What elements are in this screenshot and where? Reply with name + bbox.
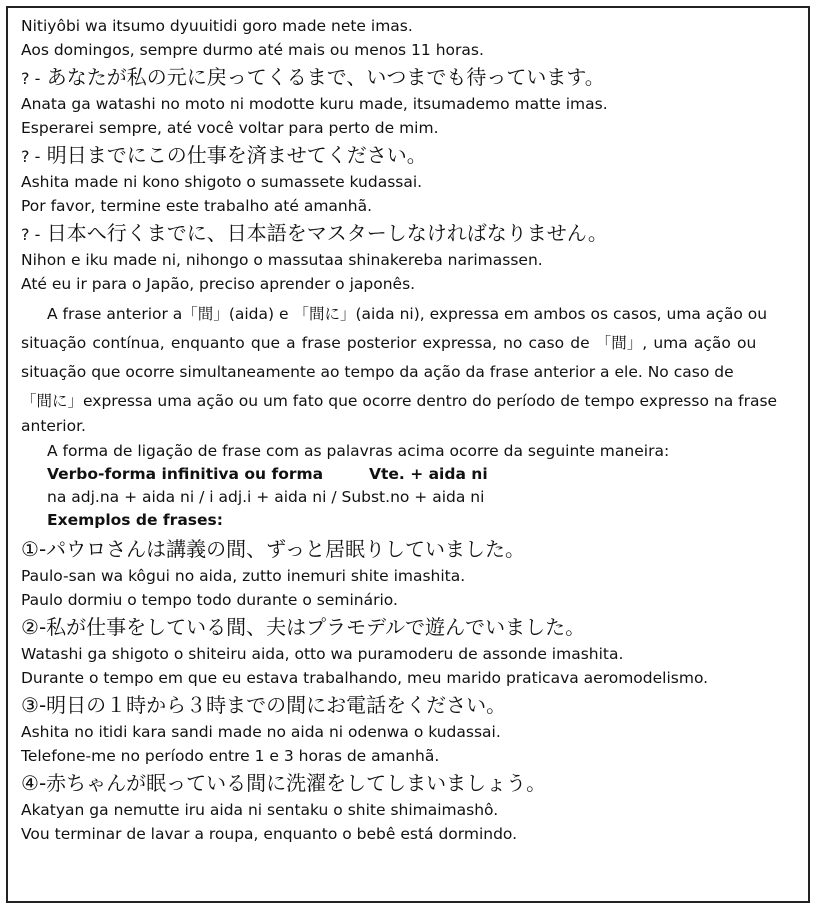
kanji-term: 「間」: [595, 334, 643, 352]
example-japanese-text: -私が仕事をしている間、夫はプラモデルで遊んでいました。: [38, 615, 586, 639]
explanation-line: [21, 387, 801, 416]
formation-rule-heading: [21, 463, 801, 486]
example-number: ④: [21, 771, 39, 795]
example-a2-translation: Por favor, termine este trabalho até amanhã.: [21, 197, 373, 215]
kanji-term: 「間に」: [293, 305, 356, 323]
explanation-text: expressa uma ação ou um fato que ocorre dentro do período de tempo expresso na frase: [83, 392, 778, 410]
formation-col2: Vte. + aida ni: [369, 465, 488, 483]
example-number: ③: [21, 693, 39, 717]
example-japanese-text: -明日の１時から３時までの間にお電話をください。: [38, 693, 507, 717]
example-number: ①: [21, 537, 39, 561]
formation-col1: Verbo-forma infinitiva ou forma: [47, 465, 324, 483]
example-a2-romaji: Ashita made ni kono shigoto o sumassete kudassai.: [21, 173, 423, 191]
example-a1-japanese: [21, 62, 801, 92]
kanji-term: 「間に」: [21, 392, 84, 410]
example-marker: ? -: [21, 225, 41, 244]
explanation-line: situação que ocorre simultaneamente ao tempo da ação da frase anterior a ele. No caso de: [21, 363, 734, 381]
explanation-text: (aida ni), expressa em ambos os casos, uma ação ou: [355, 305, 768, 323]
explanation-paragraph: [21, 300, 801, 440]
explanation-line: [21, 329, 801, 358]
example-b2-japanese: [21, 612, 801, 642]
intro-translation: Aos domingos, sempre durmo até mais ou menos 11 horas.: [21, 41, 484, 59]
example-b4-japanese: [21, 768, 801, 798]
explanation-text: situação contínua, enquanto que a frase posterior expressa, no caso de: [21, 334, 590, 352]
formation-rule-line: na adj.na + aida ni / i adj.i + aida ni / Subst.no + aida ni: [47, 488, 485, 506]
formation-intro: A forma de ligação de frase com as palavras acima ocorre da seguinte maneira:: [47, 442, 670, 460]
example-b3-japanese: [21, 690, 801, 720]
example-b1-translation: Paulo dormiu o tempo todo durante o seminário.: [21, 591, 398, 609]
example-a2-japanese: [21, 140, 801, 170]
example-b2-romaji: Watashi ga shigoto o shiteiru aida, otto wa puramoderu de assonde imashita.: [21, 645, 624, 663]
example-marker: ? -: [21, 147, 41, 166]
example-b1-romaji: Paulo-san wa kôgui no aida, zutto inemuri shite imashita.: [21, 567, 466, 585]
explanation-line: [21, 300, 801, 329]
example-japanese-text: 日本へ行くまでに、日本語をマスターしなければなりません。: [46, 221, 608, 245]
example-b1-japanese: [21, 534, 801, 564]
example-japanese-text: 明日までにこの仕事を済ませてください。: [46, 143, 427, 167]
example-a3-romaji: Nihon e iku made ni, nihongo o massutaa shinakereba narimassen.: [21, 251, 543, 269]
example-b2-translation: Durante o tempo em que eu estava trabalhando, meu marido praticava aeromodelismo.: [21, 669, 709, 687]
example-b3-romaji: Ashita no itidi kara sandi made no aida ni odenwa o kudassai.: [21, 723, 501, 741]
example-japanese-text: -赤ちゃんが眠っている間に洗濯をしてしまいましょう。: [38, 771, 547, 795]
examples-heading: Exemplos de frases:: [47, 511, 223, 529]
example-japanese-text: あなたが私の元に戻ってくるまで、いつまでも待っています。: [46, 65, 605, 89]
explanation-line: anterior.: [21, 417, 86, 435]
example-japanese-text: -パウロさんは講義の間、ずっと居眠りしていました。: [38, 537, 525, 561]
example-a3-translation: Até eu ir para o Japão, preciso aprender o japonês.: [21, 275, 416, 293]
example-b4-translation: Vou terminar de lavar a roupa, enquanto o bebê está dormindo.: [21, 825, 518, 843]
example-a1-romaji: Anata ga watashi no moto ni modotte kuru made, itsumademo matte imas.: [21, 95, 608, 113]
explanation-text: , uma ação ou: [642, 334, 757, 352]
explanation-text: A frase anterior a: [47, 305, 183, 323]
kanji-term: 「間」: [182, 305, 229, 323]
document-body: [21, 14, 801, 846]
example-marker: ? -: [21, 69, 41, 88]
example-a1-translation: Esperarei sempre, até você voltar para perto de mim.: [21, 119, 439, 137]
intro-romaji: Nitiyôbi wa itsumo dyuuitidi goro made nete imas.: [21, 17, 413, 35]
example-b3-translation: Telefone-me no período entre 1 e 3 horas de amanhã.: [21, 747, 440, 765]
example-a3-japanese: [21, 218, 801, 248]
explanation-text: (aida) e: [228, 305, 289, 323]
example-number: ②: [21, 615, 39, 639]
example-b4-romaji: Akatyan ga nemutte iru aida ni sentaku o shite shimaimashô.: [21, 801, 499, 819]
